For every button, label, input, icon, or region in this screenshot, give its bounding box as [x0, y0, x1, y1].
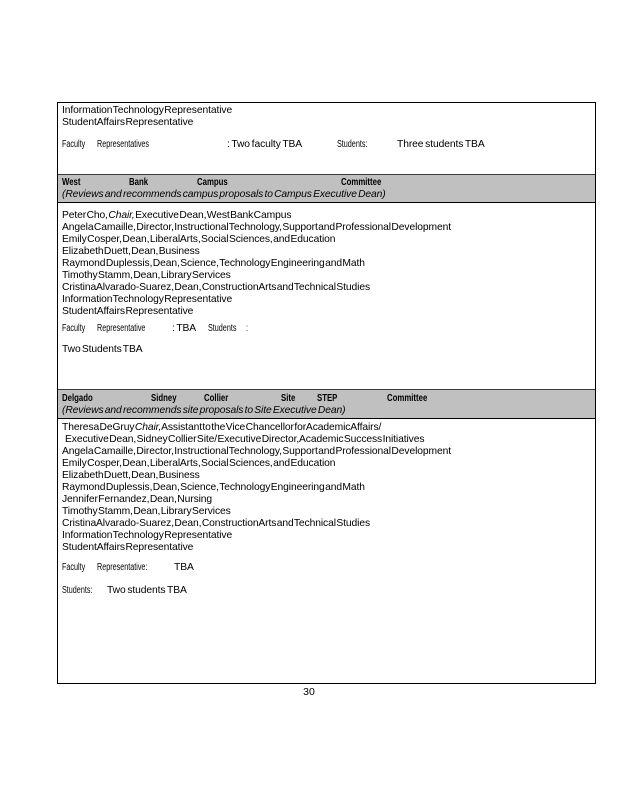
member-line: Elizabeth Duett, Dean, Business [62, 470, 200, 481]
member-line: Information Technology Representative [62, 294, 233, 305]
title-word: Delgado [62, 393, 93, 404]
faculty-students-line [58, 139, 595, 151]
member-line: Student Affairs Representative [62, 306, 194, 317]
member-line: Raymond Duplessis, Dean, Science, Technology Engineering and Math [62, 258, 365, 269]
chair-line-2: Executive Dean, Sidney Collier Site/ Executive Director, Academic Success Initiatives [65, 434, 425, 445]
member-line: Raymond Duplessis, Dean, Science, Technology Engineering and Math [62, 482, 365, 493]
faculty-value: TBA [174, 562, 194, 573]
chair-role: Chair, [108, 210, 135, 221]
title-word: West [62, 177, 81, 188]
member-line: Angela Camaille, Director, Instructional Technology, Support and Professional Development [62, 222, 452, 233]
page-number: 30 [303, 686, 315, 698]
faculty-label: Faculty [62, 323, 86, 334]
title-word: Collier [204, 393, 229, 404]
member-line: Emily Cosper, Dean, Liberal Arts, Social Sciences, and Education [62, 458, 336, 469]
chair-title: Executive Dean, West Bank Campus [134, 210, 292, 221]
member-line: Timothy Stamm, Dean, Library Services [62, 270, 231, 281]
faculty-value: : Two faculty TBA [227, 139, 303, 150]
students-label: Students [208, 323, 237, 334]
member-line: Jennifer Fernandez, Dean, Nursing [62, 494, 213, 505]
representatives-label: Representatives [97, 139, 150, 150]
top-roster-section [58, 103, 595, 174]
faculty-value: : TBA [172, 323, 197, 334]
faculty-label: Faculty [62, 562, 86, 573]
students-value: Two Students TBA [62, 344, 143, 355]
representative-label: Representative [97, 323, 146, 334]
west-bank-header [58, 174, 595, 203]
committee-table [57, 102, 596, 684]
member-list [58, 446, 595, 554]
title-word: Site [281, 393, 296, 404]
students-label: Students: [62, 585, 93, 596]
member-line: Cristina Alvarado-Suarez, Dean, Construction Arts and Technical Studies [62, 282, 370, 293]
chair-name: Theresa DeGruy [62, 422, 135, 433]
chair-line [58, 210, 595, 222]
member-line: Emily Cosper, Dean, Liberal Arts, Social Sciences, and Education [62, 234, 336, 245]
chair-line [58, 422, 595, 434]
representative-label: Representative: [97, 562, 148, 573]
west-bank-title [58, 177, 595, 189]
member-line: Information Technology Representative [62, 530, 233, 541]
students-value: Two students TBA [107, 585, 187, 596]
member-line: Angela Camaille, Director, Instructional Technology, Support and Professional Development [62, 446, 452, 457]
title-word: Sidney [151, 393, 177, 404]
member-line: Elizabeth Duett, Dean, Business [62, 246, 200, 257]
roster-line: Student Affairs Representative [62, 117, 194, 128]
chair-title: Assistant to the Vice Chancellor for Academic Affairs/ [161, 422, 382, 433]
faculty-label: Faculty [62, 139, 86, 150]
chair-name: Peter Cho, [62, 210, 109, 221]
roster-line: Information Technology Representative [62, 105, 233, 116]
delgado-title [58, 393, 595, 405]
title-word: Committee [341, 177, 382, 188]
west-bank-roster [58, 203, 595, 389]
member-list [58, 222, 595, 318]
title-word: STEP [317, 393, 338, 404]
students-label: Students: [337, 139, 368, 150]
delgado-header [58, 389, 595, 419]
title-word: Campus [197, 177, 228, 188]
delgado-roster [58, 419, 595, 682]
faculty-students-line [58, 323, 595, 335]
faculty-representative-line [58, 562, 595, 574]
member-line: Timothy Stamm, Dean, Library Services [62, 506, 231, 517]
delgado-subtitle: (Reviews and recommends site proposals to Site Executive Dean) [62, 405, 346, 416]
west-bank-subtitle: (Reviews and recommends campus proposals to Campus Executive Dean) [62, 189, 386, 200]
students-colon: : [246, 323, 249, 334]
member-line: Cristina Alvarado-Suarez, Dean, Construction Arts and Technical Studies [62, 518, 370, 529]
title-word: Bank [129, 177, 149, 188]
title-word: Committee [387, 393, 428, 404]
member-line: Student Affairs Representative [62, 542, 194, 553]
students-line [58, 585, 595, 597]
students-value: Three students TBA [397, 139, 485, 150]
chair-role: Chair, [134, 422, 162, 433]
